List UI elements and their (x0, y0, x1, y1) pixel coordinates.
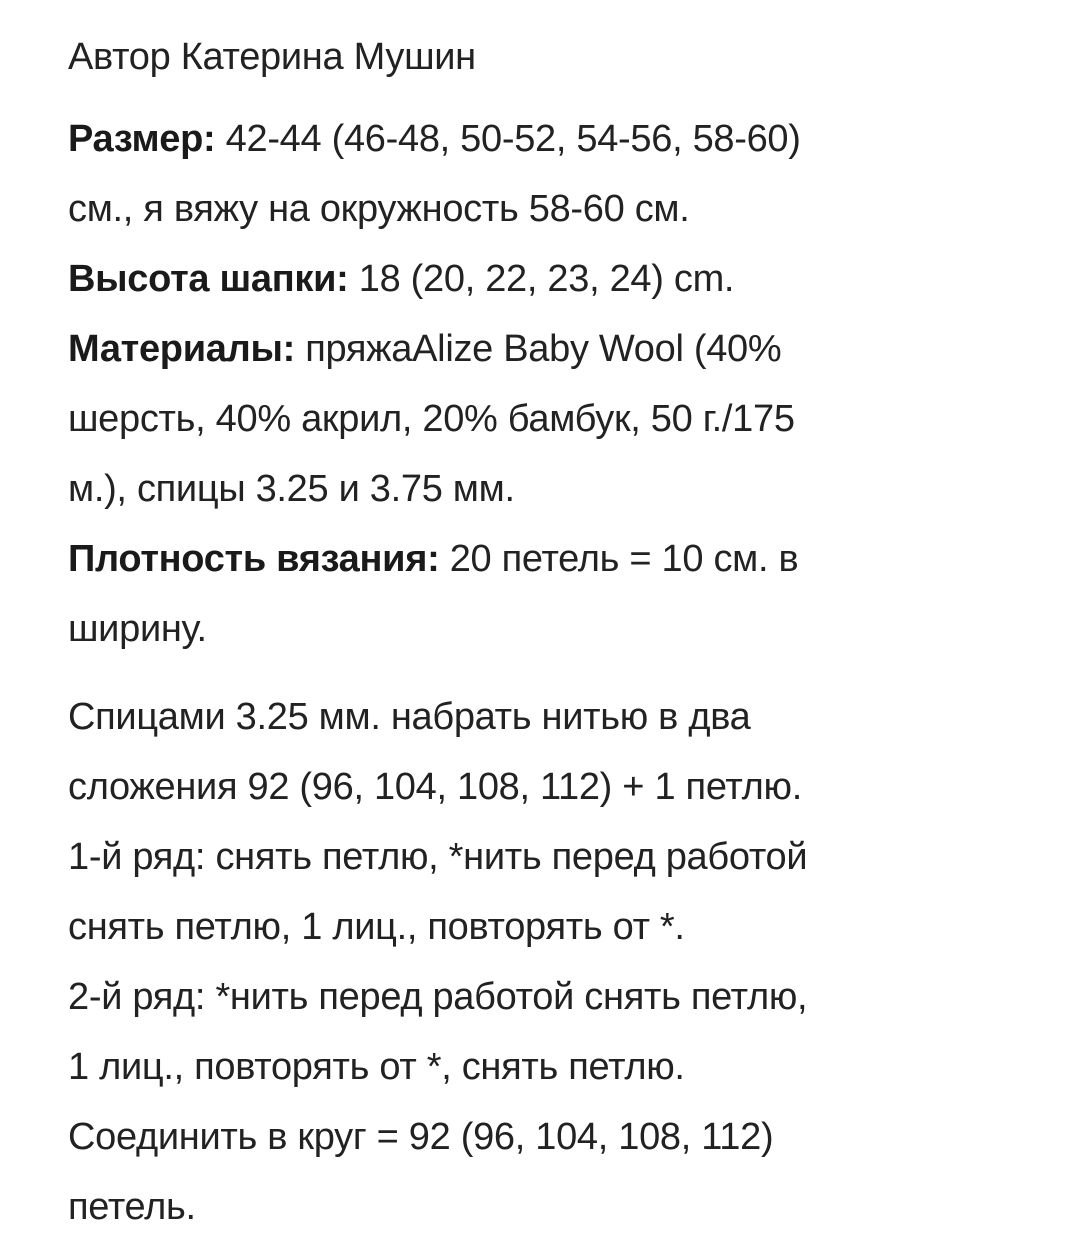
pattern-document (68, 22, 1058, 1260)
join-round-instruction-cont: петель. (68, 1186, 196, 1228)
materials-label: Материалы: (68, 328, 295, 370)
specs-block (68, 104, 1058, 664)
gauge-value: 20 петель = 10 см. в (439, 538, 799, 580)
row-1-instruction: 1-й ряд: снять петлю, *нить перед работой (68, 836, 808, 878)
materials-value: пряжаAlize Baby Wool (40% (294, 328, 782, 370)
gauge-label: Плотность вязания: (68, 538, 440, 580)
row-2-instruction: 2-й ряд: *нить перед работой снять петлю, (68, 976, 808, 1018)
gauge-line-2: ширину. (68, 608, 207, 650)
instruction-line: Спицами 3.25 мм. набрать нитью в два (68, 696, 751, 738)
gauge-line (68, 524, 1058, 594)
size-line (68, 104, 1058, 174)
materials-line-3: м.), спицы 3.25 и 3.75 мм. (68, 468, 515, 510)
instruction-line: сложения 92 (96, 104, 108, 112) + 1 петлю. (68, 766, 802, 808)
height-line (68, 244, 1058, 314)
row-2-instruction-cont: 1 лиц., повторять от *, снять петлю. (68, 1046, 685, 1088)
size-label: Размер: (68, 118, 216, 160)
join-round-instruction: Соединить в круг = 92 (96, 104, 108, 112) (68, 1116, 774, 1158)
row-1-instruction-cont: снять петлю, 1 лиц., повторять от *. (68, 906, 685, 948)
instructions-block (68, 682, 1058, 1242)
materials-line (68, 314, 1058, 384)
height-label: Высота шапки: (68, 258, 349, 300)
materials-line-2: шерсть, 40% акрил, 20% бамбук, 50 г./175 (68, 398, 795, 440)
size-value: 42-44 (46-48, 50-52, 54-56, 58-60) (215, 118, 801, 160)
author-line: Автор Катерина Мушин (68, 36, 476, 78)
size-note: см., я вяжу на окружность 58-60 см. (68, 188, 690, 230)
height-value: 18 (20, 22, 23, 24) cm. (348, 258, 735, 300)
